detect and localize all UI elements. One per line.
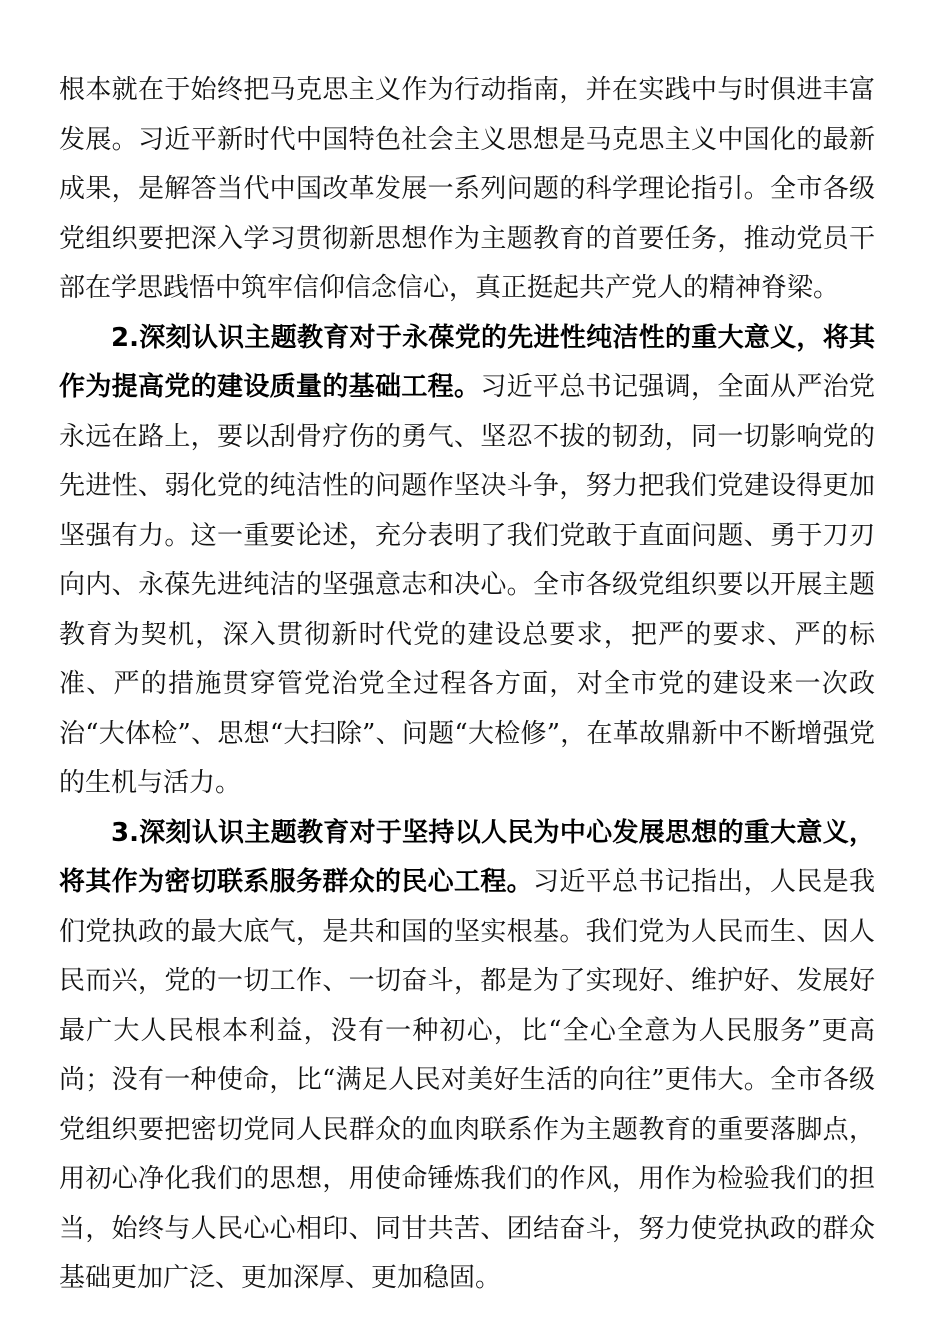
paragraph-1 [59, 66, 875, 314]
paragraph-3-heading: 3.深刻认识主题教育对于坚持以人民为中心发展思想的重大意义，将其作为密切联系服务群众的民心工程。 [59, 817, 875, 897]
paragraph-1-text: 根本就在于始终把马克思主义作为行动指南，并在实践中与时俱进丰富发展。习近平新时代中国特色社会主义思想是马克思主义中国化的最新成果，是解答当代中国改革发展一系列问题的科学理论指引。全市各级党组织要把深入学习贯彻新思想作为主题教育的首要任务，推动党员干部在学思践悟中筑牢信仰信念信心，真正挺起共产党人的精神脊梁。 [59, 75, 875, 303]
paragraph-3 [59, 809, 875, 1304]
paragraph-2-heading: 2.深刻认识主题教育对于永葆党的先进性纯洁性的重大意义，将其作为提高党的建设质量的基础工程。 [59, 322, 875, 402]
paragraph-2 [59, 314, 875, 809]
paragraph-3-text: 习近平总书记指出，人民是我们党执政的最大底气，是共和国的坚实根基。我们党为人民而生、因人民而兴，党的一切工作、一切奋斗，都是为了实现好、维护好、发展好最广大人民根本利益，没有一种初心，比“全心全意为人民服务”更高尚；没有一种使命，比“满足人民对美好生活的向往”更伟大。全市各级党组织要把密切党同人民群众的血肉联系作为主题教育的重要落脚点，用初心净化我们的思想，用使命锤炼我们的作风，用作为检验我们的担当，始终与人民心心相印、同甘共苦、团结奋斗，努力使党执政的群众基础更加广泛、更加深厚、更加稳固。 [59, 867, 875, 1293]
document-body [59, 66, 875, 1304]
paragraph-2-text: 习近平总书记强调，全面从严治党永远在路上，要以刮骨疗伤的勇气、坚忍不拔的韧劲，同一切影响党的先进性、弱化党的纯洁性的问题作坚决斗争，努力把我们党建设得更加坚强有力。这一重要论述，充分表明了我们党敢于直面问题、勇于刀刃向内、永葆先进纯洁的坚强意志和决心。全市各级党组织要以开展主题教育为契机，深入贯彻新时代党的建设总要求，把严的要求、严的标准、严的措施贯穿管党治党全过程各方面，对全市党的建设来一次政治“大体检”、思想“大扫除”、问题“大检修”，在革故鼎新中不断增强党的生机与活力。 [59, 372, 875, 798]
